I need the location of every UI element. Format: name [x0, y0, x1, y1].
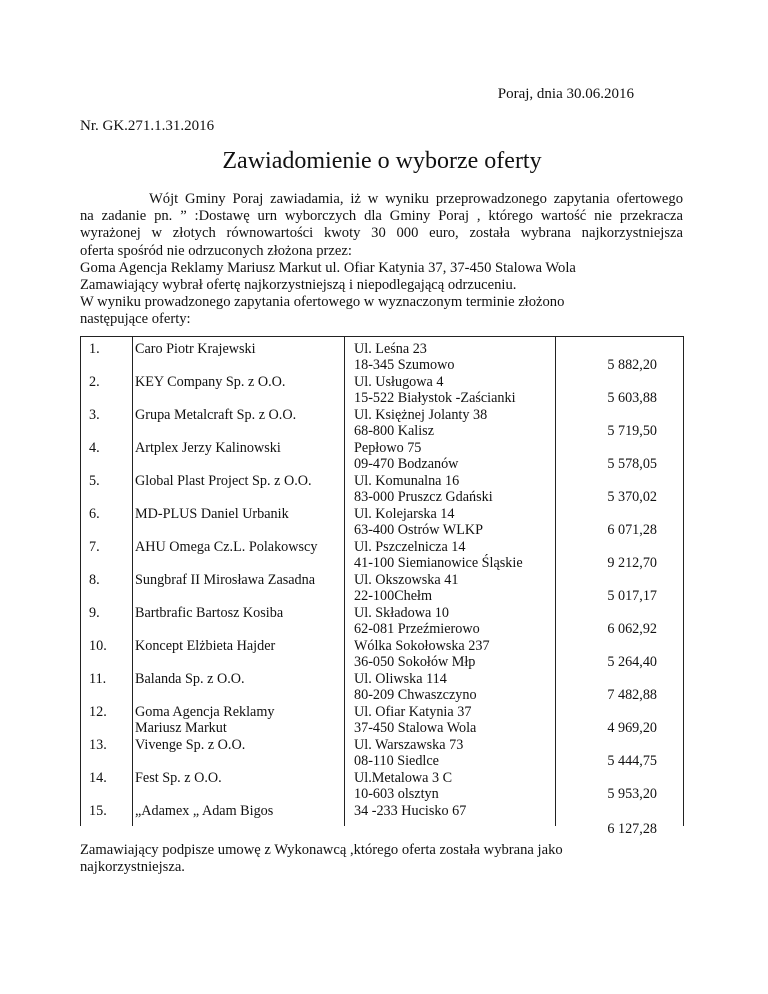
offer-number: 11. — [89, 671, 107, 687]
offer-address-line: Ul. Warszawska 73 — [354, 737, 464, 753]
intro-line: następujące oferty: — [80, 311, 191, 328]
offer-address-line: Ul. Składowa 10 — [354, 605, 449, 621]
offer-name: „Adamex „ Adam Bigos — [135, 803, 274, 819]
closing-line: Zamawiający podpisze umowę z Wykonawcą ,którego oferta została wybrana jako — [80, 842, 563, 858]
offer-address-line: Ul.Metalowa 3 C — [354, 770, 453, 786]
offer-address-line: Ul. Pszczelnicza 14 — [354, 539, 466, 555]
offer-name: MD-PLUS Daniel Urbanik — [135, 506, 289, 522]
offer-address-line: 22-100Chełm — [354, 588, 433, 604]
offer-address-line: Ul. Oliwska 114 — [354, 671, 447, 687]
offer-address-line: Ul. Kolejarska 14 — [354, 506, 455, 522]
offer-address-line: 10-603 olsztyn — [354, 786, 439, 802]
offer-address-line: 80-209 Chwaszczyno — [354, 687, 477, 703]
intro-paragraph — [80, 191, 683, 329]
offer-name: Balanda Sp. z O.O. — [135, 671, 245, 687]
column-divider — [132, 337, 133, 826]
offer-price: 5 953,20 — [607, 786, 657, 802]
intro-line: oferta spośród nie odrzuconych złożona przez: — [80, 242, 352, 259]
intro-line: Zamawiający wybrał ofertę najkorzystniejszą i niepodlegającą odrzuceniu. — [80, 277, 517, 294]
intro-line: wyrażonej w złotych równowartości kwoty 30 000 euro, została wybrana najkorzystniejsza — [80, 225, 683, 242]
offer-number: 8. — [89, 572, 100, 588]
offer-number: 10. — [89, 638, 107, 654]
offer-name: Caro Piotr Krajewski — [135, 341, 256, 357]
offer-name: Grupa Metalcraft Sp. z O.O. — [135, 407, 297, 423]
closing-paragraph — [80, 842, 684, 876]
offer-price: 5 578,05 — [607, 456, 657, 472]
offer-price: 6 127,28 — [607, 821, 657, 837]
offer-name: AHU Omega Cz.L. Polakowscy — [135, 539, 318, 555]
offer-address-line: 63-400 Ostrów WLKP — [354, 522, 483, 538]
offer-price: 5 882,20 — [607, 357, 657, 373]
offer-name: KEY Company Sp. z O.O. — [135, 374, 286, 390]
offer-name: Fest Sp. z O.O. — [135, 770, 222, 786]
offer-number: 5. — [89, 473, 100, 489]
place-date: Poraj, dnia 30.06.2016 — [497, 86, 634, 102]
offer-price: 5 370,02 — [607, 489, 657, 505]
reference-number: Nr. GK.271.1.31.2016 — [80, 118, 215, 134]
offer-name: Global Plast Project Sp. z O.O. — [135, 473, 312, 489]
intro-line: Wójt Gminy Poraj zawiadamia, iż w wyniku przeprowadzonego zapytania ofertowego — [149, 191, 683, 207]
offer-address-line: Ul. Okszowska 41 — [354, 572, 459, 588]
offer-address-line: 83-000 Pruszcz Gdański — [354, 489, 493, 505]
offer-address-line: 09-470 Bodzanów — [354, 456, 459, 472]
offer-address-line: 62-081 Przeźmierowo — [354, 621, 480, 637]
offer-price: 6 071,28 — [607, 522, 657, 538]
offer-address-line: 41-100 Siemianowice Śląskie — [354, 555, 523, 571]
offer-number: 1. — [89, 341, 100, 357]
intro-line: W wyniku prowadzonego zapytania ofertowego w wyznaczonym terminie złożono — [80, 294, 565, 311]
offer-number: 14. — [89, 770, 107, 786]
offer-name: Koncept Elżbieta Hajder — [135, 638, 276, 654]
offer-address-line: Wólka Sokołowska 237 — [354, 638, 490, 654]
offer-number: 7. — [89, 539, 100, 555]
offer-number: 6. — [89, 506, 100, 522]
offer-address-line: 15-522 Białystok -Zaścianki — [354, 390, 516, 406]
offer-name: Sungbraf II Mirosława Zasadna — [135, 572, 316, 588]
offer-address-line: 18-345 Szumowo — [354, 357, 455, 373]
offer-address-line: Ul. Leśna 23 — [354, 341, 427, 357]
offer-price: 6 062,92 — [607, 621, 657, 637]
offer-name: Artplex Jerzy Kalinowski — [135, 440, 281, 456]
offer-address-line: Pepłowo 75 — [354, 440, 422, 456]
offer-price: 5 603,88 — [607, 390, 657, 406]
offer-address-line: 34 -233 Hucisko 67 — [354, 803, 467, 819]
document-title: Zawiadomienie o wyborze oferty — [222, 148, 542, 174]
closing-line: najkorzystniejsza. — [80, 859, 185, 876]
offer-number: 2. — [89, 374, 100, 390]
offer-address-line: 37-450 Stalowa Wola — [354, 720, 477, 736]
winner-line: Goma Agencja Reklamy Mariusz Markut ul. Ofiar Katynia 37, 37-450 Stalowa Wola — [80, 259, 576, 276]
offer-address-line: Ul. Księżnej Jolanty 38 — [354, 407, 488, 423]
offers-table — [80, 336, 684, 837]
offer-address-line: 68-800 Kalisz — [354, 423, 434, 439]
offer-name: Mariusz Markut — [135, 720, 227, 736]
intro-line: na zadanie pn. ” :Dostawę urn wyborczych dla Gminy Poraj , którego wartość nie przekracza — [80, 208, 683, 225]
offer-number: 15. — [89, 803, 107, 819]
offer-address-line: Ul. Ofiar Katynia 37 — [354, 704, 472, 720]
column-divider — [344, 337, 345, 826]
offer-price: 5 017,17 — [607, 588, 657, 604]
offer-price: 7 482,88 — [607, 687, 657, 703]
offer-price: 5 444,75 — [607, 753, 657, 769]
offer-number: 3. — [89, 407, 100, 423]
offer-price: 5 264,40 — [607, 654, 657, 670]
offer-address-line: 08-110 Siedlce — [354, 753, 439, 769]
offer-address-line: Ul. Usługowa 4 — [354, 374, 444, 390]
offer-address-line: 36-050 Sokołów Młp — [354, 654, 476, 670]
offer-number: 4. — [89, 440, 100, 456]
offer-name: Goma Agencja Reklamy — [135, 704, 275, 720]
offer-number: 12. — [89, 704, 107, 720]
offer-name: Vivenge Sp. z O.O. — [135, 737, 246, 753]
offer-number: 13. — [89, 737, 107, 753]
offer-name: Bartbrafic Bartosz Kosiba — [135, 605, 284, 621]
offer-address-line: Ul. Komunalna 16 — [354, 473, 460, 489]
offer-price: 9 212,70 — [607, 555, 657, 571]
offer-price: 4 969,20 — [607, 720, 657, 736]
offer-price: 5 719,50 — [607, 423, 657, 439]
offer-number: 9. — [89, 605, 100, 621]
column-divider — [555, 337, 556, 826]
